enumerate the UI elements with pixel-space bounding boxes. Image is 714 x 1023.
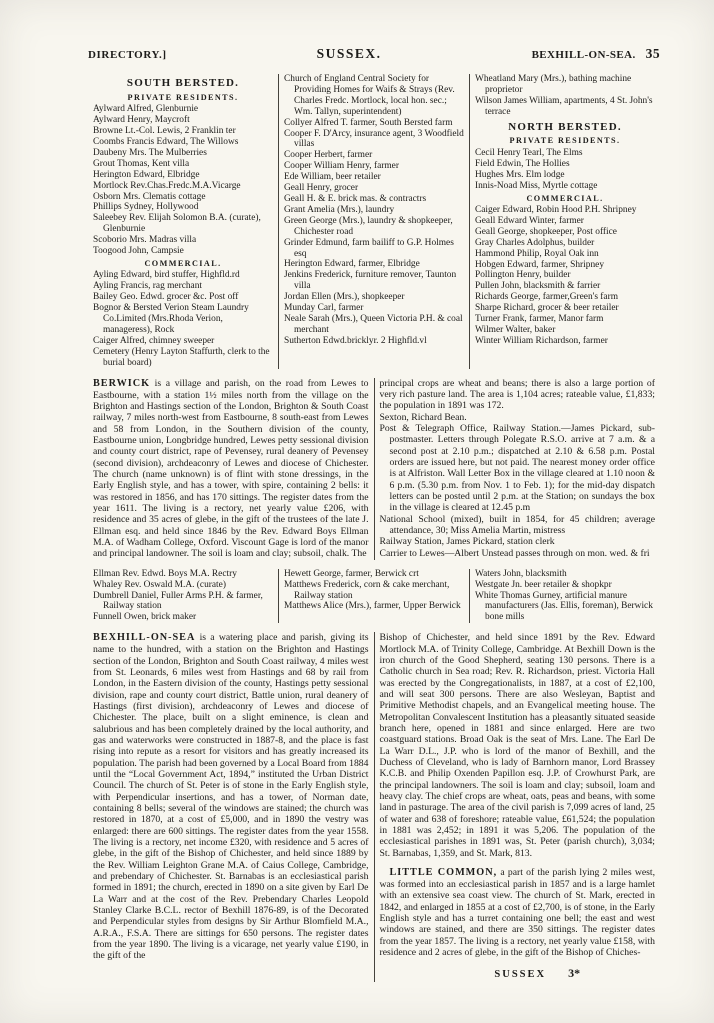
directory-entry: Hammond Philip, Royal Oak inn [475, 248, 599, 259]
directory-entry: Browne Lt.-Col. Lewis, 2 Franklin ter [93, 126, 236, 137]
directory-entry: Hughes Mrs. Elm lodge [475, 169, 565, 180]
directory-entry: Ellman Rev. Edwd. Boys M.A. Rectry [93, 568, 237, 579]
directory-entry: Mortlock Rev.Chas.Fredc.M.A.Vicarge [93, 180, 241, 191]
page-number: 35 [645, 46, 660, 61]
bersted-directory-section [88, 74, 660, 369]
berwick-names-col3 [469, 569, 660, 624]
berwick-left-column [88, 378, 374, 560]
directory-entry: Hobgen Edward, farmer, Shripney [475, 259, 605, 270]
paragraph: BERWICK is a village and parish, on the road from Lewes to Eastbourne, with a station 1½ miles north from the village on the Brighton and Hastings section of the London, Brighton & South Coast railway, 7 miles north-west from Eastbourne, 8 south-east from Lewes and 58 from London, in the Southern division of the county, Eastbourne union, Longbridge hundred, Lewes petty sessional division and county court district, rape of Pevensey, rural deanery of Pevensey (second division), archdeaconry of Lewes and diocese of Chichester. The church (name unknown) is of flint with stone dressings, in the Early English style, and has a tower, with spire, containing 2 bells: it was restored in 1856, and has 170 sittings. The register dates from the year 1611. The living is a rectory, net yearly value £206, with residence and 35 acres of glebe, in the gift of the trustees of the late J. Ellman esq. and held since 1846 by the Rev. Edward Boys Ellman M.A. of Wadham College, Oxford. Viscount Gage is lord of the manor and principal landowner. The soil is loam and clay; subsoil, chalk. The [93, 377, 369, 560]
directory-entry: Geall Edward Winter, farmer [475, 215, 584, 226]
directory-entry: Phillips Sydney, Hollywood [93, 202, 199, 213]
directory-entry: Field Edwin, The Hollies [475, 158, 570, 169]
section-heading: SOUTH BERSTED. [126, 77, 240, 89]
directory-entry: Cooper F. D'Arcy, insurance agent, 3 Woodfield villas [284, 128, 464, 150]
signature-mark: 3* [568, 966, 581, 981]
directory-entry: Caiger Alfred, chimney sweeper [93, 335, 215, 346]
directory-entry: Whaley Rev. Oswald M.A. (curate) [93, 579, 226, 590]
paragraph-lead: LITTLE COMMON, [389, 867, 498, 879]
header-county-title: SUSSEX. [316, 46, 382, 61]
directory-entry: Funnell Owen, brick maker [93, 612, 197, 623]
berwick-names-section [88, 569, 660, 624]
berwick-names-col2 [278, 569, 469, 624]
section-heading: NORTH BERSTED. [508, 120, 622, 133]
directory-entry: White Thomas Gurney, artificial manure manufacturers (Jas. Ellis, foreman), Berwick bone mills [475, 590, 653, 623]
directory-entry: Bognor & Bersted Verion Steam Laundry Co.Limited (Mrs.Rhoda Verion, manageress), Rock [93, 303, 249, 335]
directory-entry: Aylward Henry, Maycroft [93, 115, 190, 126]
signature-line [380, 966, 656, 981]
directory-entry: Aylward Alfred, Glenburnie [93, 104, 199, 115]
column-south-bersted [88, 74, 278, 369]
directory-entry: Waters John, blacksmith [475, 568, 567, 579]
directory-entry: Grout Thomas, Kent villa [93, 158, 190, 169]
directory-entry: Gray Charles Adolphus, builder [475, 237, 595, 248]
directory-entry: Matthews Frederick, corn & cake merchant, Railway station [284, 579, 450, 601]
berwick-names-col1 [88, 569, 278, 624]
sub-heading: COMMERCIAL. [144, 258, 222, 268]
berwick-section [88, 378, 660, 560]
directory-entry: Ede William, beer retailer [284, 172, 381, 183]
directory-entry: Turner Frank, farmer, Manor farm [475, 314, 604, 325]
column-south-bersted-continued [278, 74, 469, 369]
directory-entry: Bailey Geo. Edwd. grocer &c. Post off [93, 292, 239, 303]
bexhill-right-column [374, 632, 661, 982]
directory-entry: Westgate Jn. beer retailer & shopkpr [475, 579, 612, 590]
bexhill-right-text [380, 632, 656, 958]
directory-entry: Wilson James William, apartments, 4 St. John's terrace [475, 95, 653, 117]
directory-entry: Pullen John, blacksmith & farrier [475, 281, 601, 292]
directory-entry: Dumbrell Daniel, Fuller Arms P.H. & farmer, Railway station [93, 590, 263, 612]
directory-entry: Coombs Francis Edward, The Willows [93, 136, 239, 147]
paragraph: BEXHILL-ON-SEA is a watering place and parish, giving its name to the hundred, with a station on the Brighton and Hastings section of the London, Brighton and South Coast railway, 4 miles west from St. Leonards, 6 miles west from Hastings and 68 by rail from London, in the Eastern division of the county, Hastings petty sessional division, rape and county court district, Battle union, rural deanery of Hastings (first division), archdeaconry of Lewes and diocese of Chichester. The place, built on a slight eminence, is clean and salubrious and has been completely drained by the local authority, and gas and waterworks were constructed in 1887-8, and the place is fast rising into repute as a resort for visitors and has greatly increased its population. The parish had been governed by a Local Board from 1884 until the “Local Government Act, 1894,” instituted the Urban District Council. The church of St. Peter is of stone in the Early English style, with Perpendicular insertions, and has a tower, of Norman date, containing 8 bells; several of the windows are stained; the church was restored in 1870, at a cost of £5,000, and in 1890 the vestry was enlarged: there are 600 sittings. The register dates from the year 1558. The living is a rectory, net income £320, with residence and 5 acres of glebe, in the gift of the Bishop of Chichester, and held since 1889 by the Rev. William Leighton Grane M.A. of Caius College, Cambridge, and prebendary of Chichester. St. Barnabas is an ecclesiastical parish formed in 1891; the church, erected in 1890 on a site given by Earl De La Warr and at the cost of the Rev. Prebendary Charles Leopold Stanley Clarke B.C.L. rector of Bexhill 1876-89, is of the Decorated and Perpendicular styles from designs by Sir Arthur Blomfield M.A., A.R.A., F.S.A. There are sittings for 650 persons. The register dates from the year 1890. The living is a vicarage, net yearly value £190, in the gift of the [93, 632, 369, 962]
paragraph-lead: BEXHILL-ON-SEA [93, 632, 196, 644]
directory-entry: Cemetery (Henry Layton Staffurth, clerk to the burial board) [93, 346, 270, 368]
directory-entry: Sharpe Richard, grocer & beer retailer [475, 303, 619, 314]
column-north-bersted [469, 74, 660, 369]
directory-entry: Grinder Edmund, farm bailiff to G.P. Holmes esq [284, 237, 454, 259]
header-place-title [532, 46, 660, 62]
directory-entry: Wilmer Walter, baker [475, 325, 556, 335]
paragraph-lead: BERWICK [93, 377, 151, 389]
directory-entry: Wheatland Mary (Mrs.), bathing machine proprietor [475, 74, 632, 95]
directory-entry: Jenkins Frederick, furniture remover, Taunton villa [284, 270, 457, 292]
directory-entry: Ayling Edward, bird stuffer, Highfld.rd [93, 270, 240, 281]
directory-entry: Richards George, farmer,Green's farm [475, 292, 619, 303]
directory-entry: Church of England Central Society for Providing Homes for Waifs & Strays (Rev. Charles Fredc. Mortlock, local hon. sec.; Wm. Tallyn, superintendent) [284, 74, 455, 117]
directory-entry: Scoborio Mrs. Madras villa [93, 235, 197, 246]
directory-entry: Matthews Alice (Mrs.), farmer, Upper Berwick [284, 601, 461, 612]
header-directory-label: DIRECTORY.] [88, 49, 167, 61]
directory-entry: Geall George, shopkeeper, Post office [475, 226, 617, 237]
directory-entry: Cooper William Henry, farmer [284, 161, 399, 172]
sub-heading: COMMERCIAL. [526, 193, 604, 203]
directory-entry: Cooper Herbert, farmer [284, 150, 373, 161]
paragraph: Bishop of Chichester, and held since 1891 by the Rev. Edward Mortlock M.A. of Trinity College, Cambridge. At Bexhill Down is the iron church of the Good Shepherd, seating 130 persons. There is a Catholic church in Sea road; Rev. R. Richardson, priest. Victoria Hall was erected by the Congregationalists, in 1887, at a cost of £2,100, and will seat 300 persons. There are also Wesleyan, Baptist and Primitive Methodist chapels, and an Evangelical meeting house. The Metropolitan Convalescent Institution has a pleasantly situated seaside branch here, opened in 1881 and since enlarged. Here are two coastguard stations. Broad Oak is the seat of Mrs. Lane. The Earl De La Warr D.L., J.P. who is lord of the manor of Bexhill, and the Duchess of Cleveland, who is lady of Barnhorn manor, Lord Brassey K.C.B. and Philip Oxenden Papillon esq. J.P. of Crowhurst Park, are the principal landowners. The soil is loam and clay; subsoil, loam and heavy clay. The chief crops are wheat, oats, peas and beans, with some land in pasturage. The area of the civil parish is 7,099 acres of land, 25 of water and 638 of foreshore; rateable value, £61,524; the population in 1881 was 2,452; in 1891 it was 5,206. The population of the ecclesiastical parishes in 1891 was, St. Peter (parish church), 3,034; St. Barnabas, 1,359, and St. Mark, 813. [379, 632, 655, 859]
directory-entry: Pollington Henry, builder [475, 270, 571, 281]
page-header [88, 46, 660, 62]
paragraph: LITTLE COMMON, a part of the parish lying 2 miles west, was formed into an ecclesiastical parish in 1857 and is a large hamlet with an extensive sea coast view. The church of St. Mark, erected in 1842, and enlarged in 1855 at a cost of £2,700, is of stone, in the Early English style and has a turret containing one bell; the east and west windows are stained, and there are 350 sittings. The register dates from the year 1857. The living is a rectory, net yearly value £158, with residence and 2 acres of glebe, in the gift of the Bishop of Chiches- [379, 867, 656, 959]
directory-entry: Neale Sarah (Mrs.), Queen Victoria P.H. & coal merchant [284, 313, 463, 335]
directory-entry: Carrier to Lewes—Albert Unstead passes through on mon. wed. & fri [379, 547, 650, 559]
sub-heading: PRIVATE RESIDENTS. [509, 136, 621, 146]
header-place-label: BEXHILL-ON-SEA. [531, 49, 636, 61]
signature-county: SUSSEX [494, 969, 547, 981]
directory-entry: Herington Edward, farmer, Elbridge [284, 259, 420, 270]
directory-entry: Sexton, Richard Bean. [379, 411, 467, 423]
directory-entry: Osborn Mrs. Clematis cottage [93, 191, 206, 202]
directory-entry: Daubeny Mrs. The Mulberries [93, 147, 207, 158]
sub-heading: PRIVATE RESIDENTS. [127, 92, 239, 102]
directory-entry: Hewett George, farmer, Berwick crt [284, 568, 419, 579]
directory-entry: Geall H. & E. brick mas. & contractrs [284, 193, 427, 204]
directory-entry: Post & Telegraph Office, Railway Station.—James Pickard, sub-postmaster. Letters through Polegate R.S.O. arrive at 7 a.m. & a second post at 2.10 p.m.; dispatched at 2.10 & 6.58 p.m. Postal orders are issued here, but not paid. The nearest money order office is at Alfriston. Wall Letter Box in the village cleared at 1.10 noon & 6 p.m. (5.30 p.m. from Nov. 1 to Feb. 1); for the mid-day dispatch letters can be posted until 2 p.m. at the Station; on sundays the box in the village is cleared at 12.45 p.m [379, 423, 655, 514]
directory-entry: Geall Henry, grocer [284, 183, 359, 194]
directory-entry: Railway Station, James Pickard, station clerk [379, 536, 555, 548]
directory-entry: Munday Carl, farmer [284, 303, 364, 314]
directory-entry: Winter William Richardson, farmer [475, 335, 608, 346]
directory-entry: Jordan Ellen (Mrs.), shopkeeper [284, 292, 405, 303]
directory-entry: Sutherton Edwd.bricklyr. 2 Highfld.vl [284, 335, 427, 346]
directory-entry: Saleebey Rev. Elijah Solomon B.A. (curate), Glenburnie [93, 213, 261, 235]
directory-entry: Cecil Henry Tearl, The Elms [475, 147, 583, 158]
directory-entry: Innis-Noad Miss, Myrtle cottage [475, 180, 598, 191]
directory-entry: National School (mixed), built in 1854, for 45 children; average attendance, 30; Miss Amelia Martin, mistress [379, 513, 655, 537]
directory-entry: Herington Edward, Elbridge [93, 169, 200, 180]
directory-entry: Toogood John, Campsie [93, 246, 184, 257]
directory-entry: Caiger Edward, Robin Hood P.H. Shripney [475, 205, 637, 216]
directory-entry: Green George (Mrs.), laundry & shopkeeper, Chichester road [284, 215, 453, 237]
directory-entry: Collyer Alfred T. farmer, South Bersted farm [284, 117, 453, 128]
directory-entry: Grant Amelia (Mrs.), laundry [284, 204, 395, 215]
directory-entry: Ayling Francis, rag merchant [93, 281, 203, 292]
bexhill-left-column [88, 632, 374, 982]
bexhill-section [88, 632, 660, 982]
paragraph: principal crops are wheat and beans; there is also a large portion of very rich pasture land. The area is 1,104 acres; rateable value, £1,833; the population in 1891 was 172. [379, 377, 655, 412]
berwick-right-column [374, 378, 661, 560]
